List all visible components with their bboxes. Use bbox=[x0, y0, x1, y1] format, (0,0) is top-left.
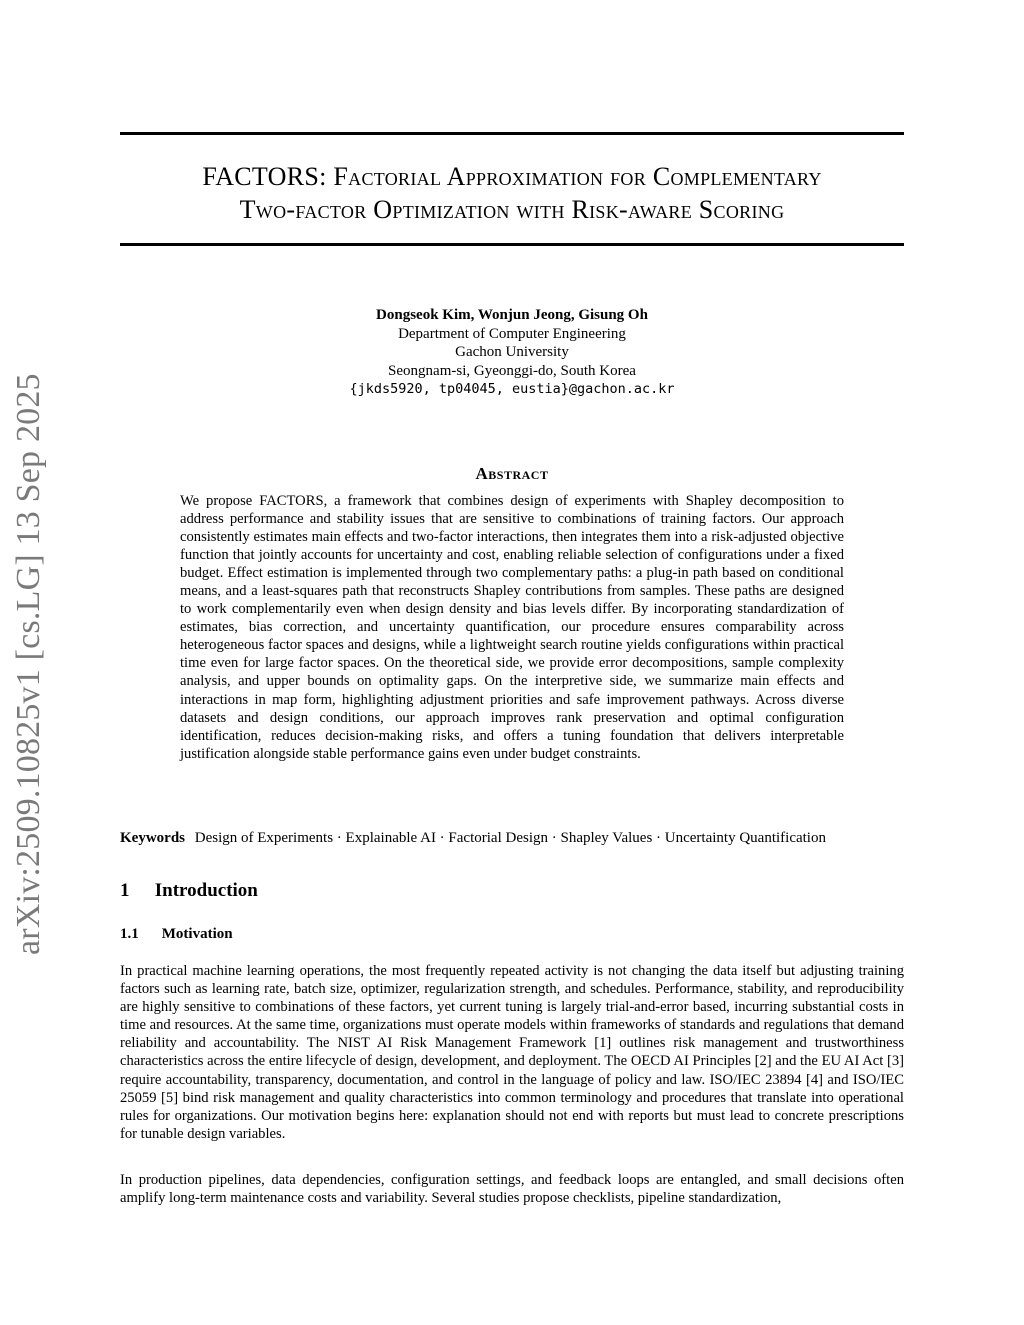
subsection-title: Motivation bbox=[161, 926, 233, 942]
arxiv-identifier: arXiv:2509.10825v1 [cs.LG] 13 Sep 2025 bbox=[10, 373, 47, 955]
title-line-1: FACTORS: Factorial Approximation for Complementary bbox=[202, 162, 822, 191]
author-university: Gachon University bbox=[455, 344, 569, 360]
title-line-2: Two-factor Optimization with Risk-aware Scoring bbox=[239, 195, 785, 224]
keywords-list: Design of Experiments · Explainable AI · Factorial Design · Shapley Values · Uncertainty Quantification bbox=[194, 830, 826, 846]
keywords-label: Keywords bbox=[120, 830, 185, 846]
body-paragraph-1: In practical machine learning operations, the most frequently repeated activity is not changing the data itself but adjusting training factors such as learning rate, batch size, optimizer, regularization strength, and schedules. Performance, stability, and reproducibility are highly sensitive to combinations of these factors, yet current tuning is largely trial-and-error based, incurring substantial costs in time and resources. At the same time, organizations must operate models within frameworks of standards and regulations that demand reliability and accountability. The NIST AI Risk Management Framework [1] outlines risk management and trustworthiness characteristics across the entire lifecycle of design, development, and deployment. The OECD AI Principles [2] and the EU AI Act [3] require accountability, transparency, documentation, and control in the language of policy and law. ISO/IEC 23894 [4] and ISO/IEC 25059 [5] bind risk management and quality characteristics into common terminology and procedures that translate into operational rules for organizations. Our motivation begins here: explanation should not end with reports but must lead to concrete prescriptions for tunable design variables. bbox=[120, 963, 904, 1142]
author-names: Dongseok Kim, Wonjun Jeong, Gisung Oh bbox=[376, 307, 648, 323]
section-number: 1 bbox=[120, 880, 130, 901]
section-title: Introduction bbox=[154, 880, 258, 901]
abstract-text: We propose FACTORS, a framework that combines design of experiments with Shapley decomposition to address performance and stability issues that are sensitive to combinations of training factors. Our approach consistently estimates main effects and two-factor interactions, then integrates them into a risk-adjusted objective function that jointly accounts for uncertainty and cost, enabling reliable selection of configurations under a fixed budget. Effect estimation is implemented through two complementary paths: a plug-in path based on conditional means, and a least-squares path that reconstructs Shapley contributions from samples. These paths are designed to work complementarily even when design density and bias levels differ. By incorporating standardization of estimates, bias correction, and uncertainty quantification, our procedure ensures comparability across heterogeneous factor spaces and designs, while a lightweight search routine yields configurations within practical time even for large factor spaces. On the theoretical side, we provide error decompositions, sample complexity analysis, and upper bounds on optimality gaps. On the interpretive side, we summarize main effects and interactions in map form, highlighting adjustment priorities and safe improvement pathways. Across diverse datasets and design conditions, our approach improves rank preservation and optimal configuration identification, reduces decision-making risks, and offers a tuning foundation that delivers interpretable justification alongside stable performance gains even under budget constraints. bbox=[180, 493, 844, 762]
title-rule-bottom bbox=[120, 243, 904, 246]
keywords-line bbox=[120, 829, 920, 847]
body-paragraph-2: In production pipelines, data dependencies, configuration settings, and feedback loops are entangled, and small decisions often amplify long-term maintenance costs and variability. Several studies propose checklists, pipeline standardization, bbox=[120, 1172, 904, 1207]
section-heading-introduction bbox=[120, 880, 258, 902]
title-rule-top bbox=[120, 132, 904, 135]
author-location: Seongnam-si, Gyeonggi-do, South Korea bbox=[388, 362, 636, 379]
abstract-heading: Abstract bbox=[475, 464, 549, 483]
subsection-number: 1.1 bbox=[120, 926, 139, 942]
subsection-heading-motivation bbox=[120, 926, 233, 943]
paper-title bbox=[120, 160, 904, 226]
author-block bbox=[212, 306, 812, 399]
author-email: {jkds5920, tp04045, eustia}@gachon.ac.kr bbox=[349, 381, 675, 397]
author-department: Department of Computer Engineering bbox=[398, 325, 626, 342]
